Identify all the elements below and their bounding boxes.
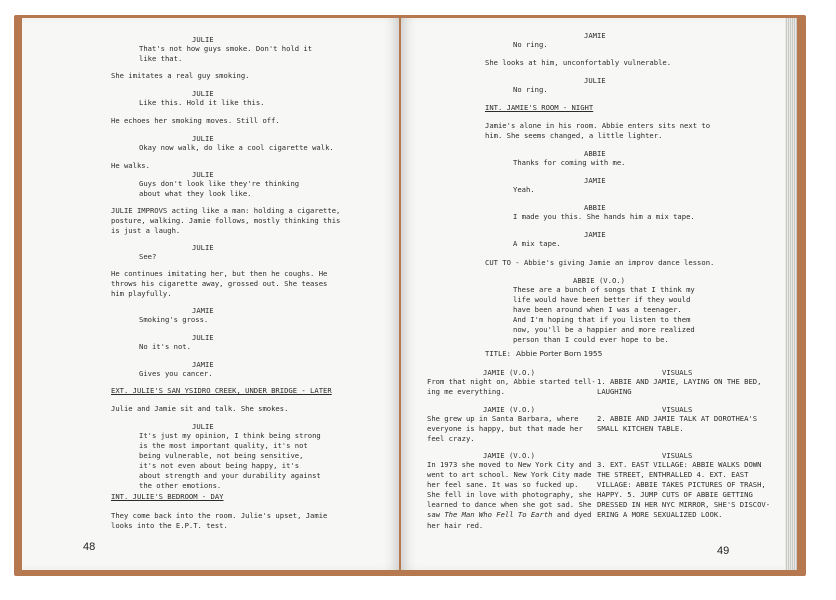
character-cue: JAMIE (V.O.) xyxy=(483,368,535,377)
dialogue: That's not how guys smoke. Don't hold it like that. xyxy=(139,44,313,64)
character-cue: JAMIE (V.O.) xyxy=(483,405,535,414)
dialogue: Smoking's gross. xyxy=(139,315,209,324)
dialogue: Gives you cancer. xyxy=(139,369,213,378)
visuals-heading: VISUALS xyxy=(662,368,693,377)
action-line: JULIE IMPROVS acting like a man: holding a cigarette, posture, walking. Jamie follows, mostly thinking this is just a laugh. xyxy=(111,206,341,236)
character-cue: ABBIE xyxy=(584,203,606,212)
dialogue: Guys don't look like they're thinking about what they look like. xyxy=(139,179,300,199)
action-line: He continues imitating her, but then he coughs. He throws his cigarette away, grossed out. She teases him playfully. xyxy=(111,269,328,299)
dialogue: It's just my opinion, I think being strong is the most important quality, it's not being vulnerable, not being sensitive, it's not even about being happy, it's about strength and your durability against the other emotions. xyxy=(139,431,321,491)
character-cue: JULIE xyxy=(192,333,214,342)
dialogue: These are a bunch of songs that I think my life would have been better if they would have been around when I was a teenager. And I'm hoping that if you listen to them now, you'll be a happier and more realized person than I could ever hope to be. xyxy=(513,285,695,345)
character-cue: ABBIE xyxy=(584,149,606,158)
visuals-description: 3. EXT. EAST VILLAGE: ABBIE WALKS DOWN THE STREET, ENTHRALLED 4. EXT. EAST VILLAGE: ABBIE TAKES PICTURES OF TRASH, HAPPY. 5. JUMP CUTS OF ABBIE GETTING DRESSED IN HER NYC MIRROR, SHE'S DISCOV- ERING A MORE SEXUALIZED LOOK. xyxy=(597,460,771,520)
page-edges xyxy=(785,18,797,570)
visuals-heading: VISUALS xyxy=(662,451,693,460)
scene-heading: INT. JULIE'S BEDROOM - DAY xyxy=(111,492,224,501)
visuals-description: 2. ABBIE AND JAMIE TALK AT DOROTHEA'S SMALL KITCHEN TABLE. xyxy=(597,414,758,434)
character-cue: JAMIE (V.O.) xyxy=(483,451,535,460)
dialogue: No ring. xyxy=(513,85,548,94)
title-card: Abbie Porter Born 1955 xyxy=(516,349,603,358)
character-cue: JAMIE xyxy=(192,360,214,369)
action-line: She imitates a real guy smoking. xyxy=(111,71,250,80)
character-cue: JULIE xyxy=(192,89,214,98)
visuals-description: 1. ABBIE AND JAMIE, LAYING ON THE BED, LAUGHING xyxy=(597,377,762,397)
dialogue: Thanks for coming with me. xyxy=(513,158,626,167)
action-line: Julie and Jamie sit and talk. She smokes. xyxy=(111,404,289,413)
character-cue: JAMIE xyxy=(584,176,606,185)
voice-over: In 1973 she moved to New York City and went to art school. New York City made her feel sane. It was so fucked up. She fell in love with photography, she learned to dance when she got sad. She saw The Man Who Fell To Earth and dyed her hair red. xyxy=(427,460,592,530)
film-title: The Man Who Fell To Earth xyxy=(444,510,553,520)
page-number: 48 xyxy=(83,541,96,553)
scene-heading: EXT. JULIE'S SAN YSIDRO CREEK, UNDER BRIDGE - LATER xyxy=(111,386,332,395)
character-cue: JAMIE xyxy=(192,306,214,315)
action-line: He walks. xyxy=(111,161,150,170)
character-cue: JULIE xyxy=(192,243,214,252)
dialogue: Yeah. xyxy=(513,185,535,194)
scene-heading: INT. JAMIE'S ROOM - NIGHT xyxy=(485,103,594,112)
right-page xyxy=(401,18,785,570)
dialogue: No it's not. xyxy=(139,342,191,351)
character-cue: JAMIE xyxy=(584,31,606,40)
left-page xyxy=(22,18,399,570)
character-cue: JULIE xyxy=(192,134,214,143)
action-line: He echoes her smoking moves. Still off. xyxy=(111,116,280,125)
voice-over: She grew up in Santa Barbara, where everyone is happy, but that made her feel crazy. xyxy=(427,414,583,444)
character-cue: ABBIE (V.O.) xyxy=(573,276,625,285)
dialogue: Like this. Hold it like this. xyxy=(139,98,265,107)
visuals-heading: VISUALS xyxy=(662,405,693,414)
page-number: 49 xyxy=(717,545,730,557)
character-cue: JULIE xyxy=(192,422,214,431)
character-cue: JULIE xyxy=(192,35,214,44)
character-cue: JAMIE xyxy=(584,230,606,239)
action-line: She looks at him, unconfortably vulnerable. xyxy=(485,58,672,67)
dialogue: Okay now walk, do like a cool cigarette walk. xyxy=(139,143,334,152)
action-line: They come back into the room. Julie's upset, Jamie looks into the E.P.T. test. xyxy=(111,511,328,531)
dialogue: See? xyxy=(139,252,157,261)
dialogue: I made you this. She hands him a mix tape. xyxy=(513,212,695,221)
title-label: TITLE: xyxy=(485,349,511,358)
voice-over: From that night on, Abbie started tell- ing me everything. xyxy=(427,377,596,397)
dialogue: No ring. xyxy=(513,40,548,49)
character-cue: JULIE xyxy=(192,170,214,179)
action-line: Jamie's alone in his room. Abbie enters sits next to him. She seems changed, a little lighter. xyxy=(485,121,711,141)
action-line: CUT TO - Abbie's giving Jamie an improv dance lesson. xyxy=(485,258,715,267)
dialogue: A mix tape. xyxy=(513,239,561,248)
character-cue: JULIE xyxy=(584,76,606,85)
